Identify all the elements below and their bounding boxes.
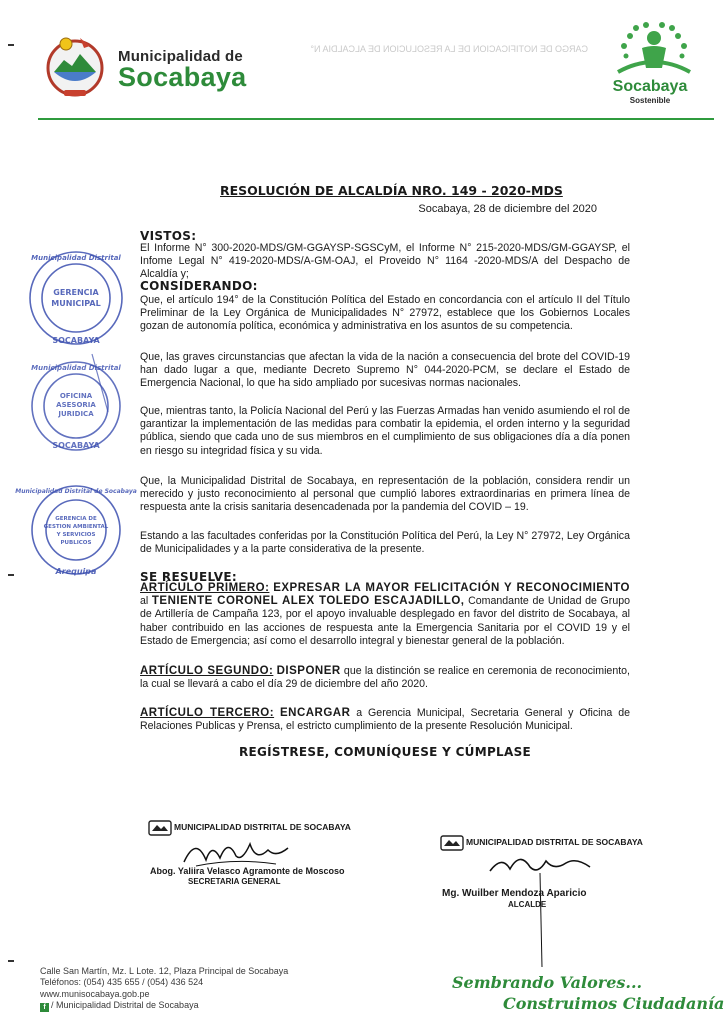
asesoria-juridica-stamp xyxy=(22,352,130,460)
svg-text:Y SERVICIOS: Y SERVICIOS xyxy=(56,532,96,538)
svg-text:SOCABAYA: SOCABAYA xyxy=(52,336,100,345)
svg-text:GERENCIA DE: GERENCIA DE xyxy=(55,516,97,522)
resolution-date: Socabaya, 28 de diciembre del 2020 xyxy=(418,203,597,215)
svg-text:Municipalidad Distrital: Municipalidad Distrital xyxy=(31,254,121,262)
article-action: EXPRESAR LA MAYOR FELICITACIÓN Y RECONOCIMIENTO xyxy=(273,582,631,594)
svg-text:ASESORIA: ASESORIA xyxy=(56,401,96,409)
honoree-name: TENIENTE CORONEL ALEX TOLEDO ESCAJADILLO, xyxy=(151,595,465,608)
socabaya-sostenible-logo xyxy=(612,22,696,84)
gestion-ambiental-stamp xyxy=(15,476,137,584)
svg-text:SOCABAYA: SOCABAYA xyxy=(52,441,100,450)
signatory-name: Mg. Wuilber Mendoza Aparicio xyxy=(442,888,587,899)
footer-phones: Teléfonos: (054) 435 655 / (054) 436 524 xyxy=(40,977,204,988)
svg-text:GERENCIA: GERENCIA xyxy=(53,288,99,297)
considerando-paragraph: Estando a las facultades conferidas por la Constitución Política del Perú, la Ley N° 27972, Ley Orgánica de Municipalidades y a la parte considerativa de la presente. xyxy=(140,530,630,556)
facebook-icon: f xyxy=(40,1003,49,1012)
article-action: ENCARGAR xyxy=(279,707,351,719)
municipal-seal-icon xyxy=(440,835,464,851)
svg-text:MUNICIPAL: MUNICIPAL xyxy=(51,299,101,308)
footer-facebook[interactable] xyxy=(40,1000,288,1012)
article-body: a Gerencia Municipal, Secretaria General y Oficina de Relaciones Publicas y Prensa, el estricto cumplimiento de la presente Resolución Municipal. xyxy=(140,707,630,733)
article-first xyxy=(140,582,630,648)
considerando-paragraph: Que, mientras tanto, la Policía Nacional del Perú y las Fuerzas Armadas han venido asumiendo el rol de garantizar la implementación de las medidas para combatir la epidemia, el orden interno y la seguridad pública, siendo que cada uno de sus miembros en el cumplimiento de sus obligaciones día a día ponen en riesgo su integridad física y su vida. xyxy=(140,405,630,457)
vistos-heading: VISTOS: xyxy=(140,229,197,243)
vistos-paragraph: El Informe N° 300-2020-MDS/GM-GGAYSP-SGSCyM, el Informe N° 215-2020-MDS/GM-GGAYSP, el Infome Legal N° 419-2020-MDS/A-GM-OAJ, el Proveido N° 1164 -2020-MDS/A del Despacho de Alcaldía y; xyxy=(140,242,630,281)
svg-text:Municipalidad Distrital: Municipalidad Distrital xyxy=(31,364,121,372)
svg-text:Arequipa: Arequipa xyxy=(55,567,97,576)
signatory-title: SECRETARIA GENERAL xyxy=(188,877,281,886)
closing-formula: REGÍSTRESE, COMUNÍQUESE Y CÚMPLASE xyxy=(238,745,532,759)
article-label: ARTÍCULO SEGUNDO: xyxy=(140,665,274,677)
handwritten-signature xyxy=(480,847,600,881)
municipality-name: Socabaya xyxy=(118,62,247,92)
article-connector: al xyxy=(140,595,149,608)
brand-name: Socabaya xyxy=(612,78,688,95)
svg-text:OFICINA: OFICINA xyxy=(59,392,93,400)
signature-header: MUNICIPALIDAD DISTRITAL DE SOCABAYA xyxy=(466,837,643,847)
considerando-paragraph: Que, las graves circunstancias que afectan la vida de la nación a consecuencia del brote del COVID-19 han dado lugar a que, mediante Decreto Supremo N° 044-2020-PCM, se declare el Estado de Emergencia Nacional, lo que ha sido ampliado por sucesivas normas nacionales. xyxy=(140,351,630,390)
resolution-title: RESOLUCIÓN DE ALCALDÍA NRO. 149 - 2020-MDS xyxy=(220,183,563,198)
signatory-title: ALCALDE xyxy=(508,900,547,909)
footer-website[interactable]: www.munisocabaya.gob.pe xyxy=(40,988,150,999)
article-second xyxy=(140,665,630,691)
svg-text:GESTION AMBIENTAL: GESTION AMBIENTAL xyxy=(43,524,109,530)
header-divider xyxy=(38,118,714,120)
svg-text:Municipalidad Distrital de Soc: Municipalidad Distrital de Socabaya xyxy=(15,488,137,495)
footer-contact xyxy=(40,966,288,1012)
facebook-page: / Municipalidad Distrital de Socabaya xyxy=(51,1000,199,1011)
resuelve-heading: SE RESUELVE: xyxy=(140,570,237,584)
article-body: que la distinción se realice en ceremonia de reconocimiento, la cual se llevará a cabo el día 29 de diciembre del año 2020. xyxy=(140,665,630,691)
municipality-label: Municipalidad de xyxy=(118,48,243,65)
signatory-name: Abog. Yaliira Velasco Agramonte de Moscoso xyxy=(150,866,345,876)
municipal-seal-icon xyxy=(148,820,172,836)
bleed-through-text: CARGO DE NOTIFICACION DE LA RESOLUCION DE ALCALDIA N° xyxy=(310,44,588,54)
signature-header: MUNICIPALIDAD DISTRITAL DE SOCABAYA xyxy=(174,822,351,832)
considerando-heading: CONSIDERANDO: xyxy=(140,279,258,293)
footer-address: Calle San Martín, Mz. L Lote. 12, Plaza Principal de Socabaya xyxy=(40,966,289,976)
slogan-line-2: Construimos Ciudadanía xyxy=(503,994,724,1013)
slogan-line-1: Sembrando Valores... xyxy=(452,973,643,992)
brand-subtitle: Sostenible xyxy=(629,96,671,105)
article-body: Comandante de Unidad de Grupo de Artillería de Campaña 123, por el apoyo invaluable desplegado en favor del distrito de Socabaya, al haber contribuido en las acciones de respuesta ante la Emergencia Sanitaria por el COVID 19 y el Estado de Emergencia; así como el desarrollo integral y bienestar general de la población. xyxy=(140,595,630,647)
article-label: ARTÍCULO TERCERO: xyxy=(140,707,275,719)
svg-text:PUBLICOS: PUBLICOS xyxy=(60,540,92,546)
svg-text:JURIDICA: JURIDICA xyxy=(58,410,94,418)
scan-mark xyxy=(8,960,14,962)
considerando-paragraph: Que, el artículo 194° de la Constitución Política del Estado en concordancia con el artículo II del Título Preliminar de la Ley Orgánica de Municipalidades N° 27972, establece que los Gobiernos Locales gozan de autonomía política, económica y administrativa en los asuntos de su competencia. xyxy=(140,294,630,333)
article-action: DISPONER xyxy=(276,665,341,677)
article-label: ARTÍCULO PRIMERO: xyxy=(140,582,270,594)
article-third xyxy=(140,707,630,733)
municipal-crest-logo xyxy=(44,32,106,102)
scan-mark xyxy=(8,574,14,576)
considerando-paragraph: Que, la Municipalidad Distrital de Socabaya, en representación de la población, considera rendir un merecido y justo reconocimiento al personal que cumplió labores extraordinarias en primera línea de respuesta ante la crisis sanitaria desencadenada por la pandemia del COVID – 19. xyxy=(140,475,630,514)
gerencia-municipal-stamp xyxy=(22,244,130,352)
scan-mark xyxy=(8,44,14,46)
